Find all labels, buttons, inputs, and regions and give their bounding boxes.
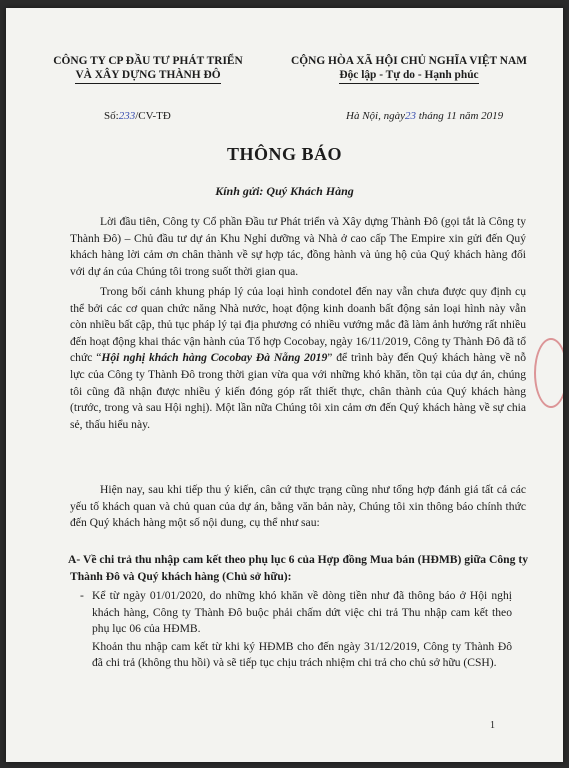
- page-number: 1: [490, 720, 495, 731]
- date-day: 23: [404, 110, 416, 122]
- company-header: [50, 54, 246, 84]
- paragraph-context-text-b: ” để trình bày đến Quý khách hàng về nỗ lực của Công ty Thành Đô trong thời gian vừa qua với những khó khăn, tồn tại của dự án, chúng tôi cũng đã nhận được nhiều ý kiến đóng góp rất thiết thực, chân thành của Quý khách hàng (trước, trong và sau Hội nghị). Một lần nữa Chúng tôi xin cảm ơn đến Quý khách hàng về sự chia sẻ, thấu hiểu này.: [70, 351, 526, 431]
- document-reference: [104, 110, 171, 122]
- document-page: [6, 8, 563, 762]
- reference-number: 233: [118, 110, 136, 122]
- company-name-line2: VÀ XÂY DỰNG THÀNH ĐÔ: [75, 68, 220, 84]
- greeting: Kính gửi: Quý Khách Hàng: [215, 184, 354, 198]
- paragraph-context: [70, 284, 526, 433]
- paragraph-announcement: [70, 482, 526, 532]
- national-title: CỘNG HÒA XÃ HỘI CHỦ NGHĨA VIỆT NAM: [291, 55, 527, 67]
- section-a-bullets: [92, 588, 512, 672]
- section-a-heading: [70, 552, 528, 585]
- bullet-item: - Kể từ ngày 01/01/2020, do những khó khăn về dòng tiền như đã thông báo ở Hội nghị khách hàng, Công ty Thành Đô buộc phải chấm dứt việc chi trả Thu nhập cam kết theo phụ lục 06 của HĐMB.: [92, 588, 512, 638]
- date-suffix: tháng 11 năm 2019: [418, 110, 504, 122]
- national-motto: Độc lập - Tự do - Hạnh phúc: [339, 68, 478, 84]
- company-name-line1: CÔNG TY CP ĐẦU TƯ PHÁT TRIỂN: [53, 55, 243, 67]
- paragraph-announcement-text: Hiện nay, sau khi tiếp thu ý kiến, cân cứ thực trạng cũng như tổng hợp đánh giá tất cả các yếu tố khách quan và chủ quan của dự án, bằng văn bản này, Chúng tôi xin thông báo chính thức đến Quý khách hàng một số nội dung, cụ thể như sau:: [70, 483, 526, 530]
- bullet-item-continued: Khoản thu nhập cam kết từ khi ký HĐMB cho đến ngày 31/12/2019, Công ty Thành Đô đã chi trả (không thu hồi) và sẽ tiếp tục chịu trách nhiệm chi trả cho chủ sở hữu (CSH).: [92, 639, 512, 670]
- section-a-heading-text: A- Về chi trả thu nhập cam kết theo phụ lục 6 của Hợp đồng Mua bán (HĐMB) giữa Công ty Thành Đô và Quý khách hàng (Chủ sở hữu):: [68, 553, 528, 583]
- paragraph-intro-text: Lời đầu tiên, Công ty Cổ phần Đầu tư Phát triển và Xây dựng Thành Đô (gọi tắt là Công ty Thành Đô) – Chủ đầu tư dự án Khu Nghỉ dưỡng và Nhà ở cao cấp The Empire xin gửi đến Quý khách hàng lời cảm ơn chân thành về sự hợp tác, đồng hành và ủng hộ của Quý khách hàng đối với dự án của Chúng tôi trong suốt thời gian qua.: [70, 215, 526, 278]
- paragraph-intro: [70, 214, 526, 280]
- paragraph-context-text-a: Trong bối cảnh khung pháp lý của loại hình condotel đến nay vẫn chưa được quy định cụ thể bởi các cơ quan chức năng Nhà nước, hoạt động kinh doanh bất động sản loại hình này vẫn còn nhiều bất cập, thủ tục pháp lý tại địa phương có nhiều vướng mắc đã làm ảnh hưởng rất nhiều đến hoạt động khai thác vận hành của Tổ hợp Cocobay, ngày 16/11/2019, Công ty Thành Đô đã tổ chức “: [70, 285, 526, 365]
- conference-name: Hội nghị khách hàng Cocobay Đà Nẵng 2019: [101, 351, 328, 365]
- reference-prefix: Số:: [104, 110, 119, 122]
- national-header: [274, 54, 544, 84]
- date-prefix: Hà Nội, ngày: [346, 110, 405, 122]
- document-date: [346, 110, 503, 122]
- document-title: THÔNG BÁO: [226, 144, 342, 164]
- reference-suffix: /CV-TĐ: [135, 110, 171, 122]
- seal-stamp: [534, 338, 563, 408]
